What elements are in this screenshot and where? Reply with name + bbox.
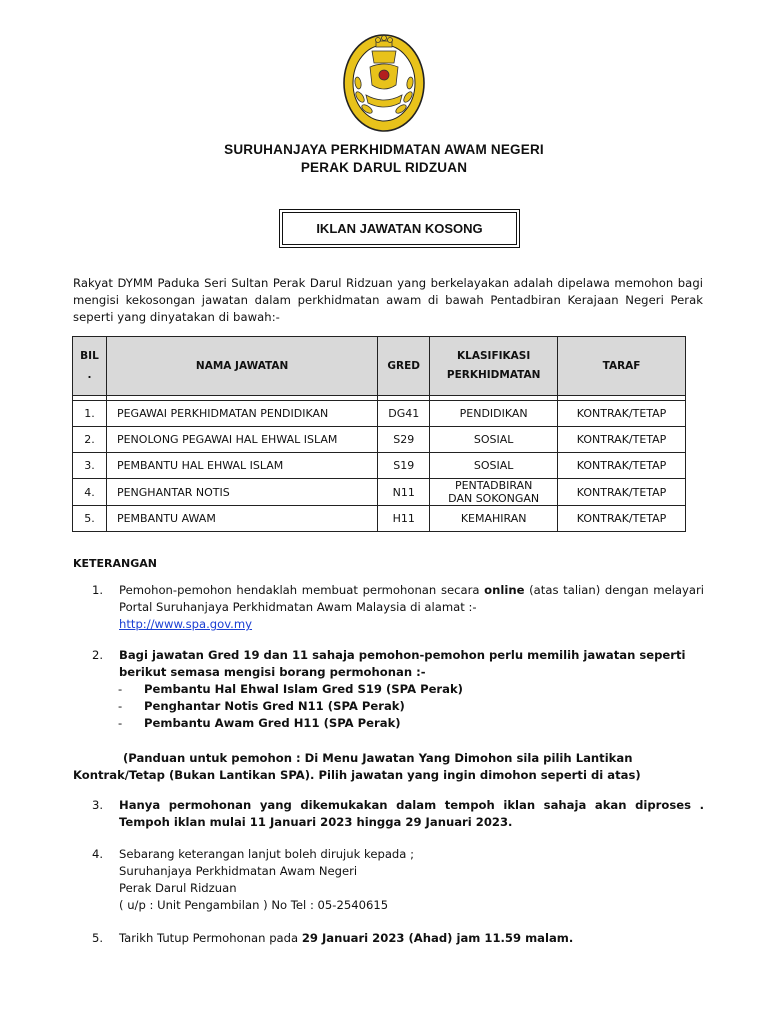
spa-portal-link[interactable]: http://www.spa.gov.my [119, 617, 253, 631]
cell-taraf: KONTRAK/TETAP [558, 401, 686, 427]
note-3-number: 3. [92, 798, 104, 812]
table-header-row [73, 337, 686, 396]
cell-bil: 4. [73, 479, 107, 506]
applicant-guide: (Panduan untuk pemohon : Di Menu Jawatan Yang Dimohon sila pilih Lantikan Kontrak/Tetap (Bukan Lantikan SPA). Pilih jawatan yang ingin dimohon seperti di atas) [73, 751, 641, 782]
contact-unit-phone: ( u/p : Unit Pengambilan ) No Tel : 05-2540615 [119, 898, 389, 912]
header-klasifikasi: KLASIFIKASI PERKHIDMATAN [430, 337, 558, 396]
cell-nama: PEMBANTU HAL EHWAL ISLAM [106, 453, 377, 479]
cell-bil: 2. [73, 427, 107, 453]
header-taraf: TARAF [558, 337, 686, 396]
cell-nama: PEMBANTU AWAM [106, 506, 377, 532]
note-2-list [118, 681, 678, 732]
note-2-number: 2. [92, 648, 104, 662]
cell-nama: PENGHANTAR NOTIS [106, 479, 377, 506]
header-gred: GRED [378, 337, 430, 396]
note-1-number: 1. [92, 583, 104, 597]
table-row [73, 453, 686, 479]
table-row [73, 479, 686, 506]
note-3: Hanya permohonan yang dikemukakan dalam tempoh iklan sahaja akan diproses . Tempoh iklan mulai 11 Januari 2023 hingga 29 Januari 2023. [119, 798, 704, 829]
contact-organization: Suruhanjaya Perkhidmatan Awam Negeri [119, 864, 358, 878]
perak-state-emblem [342, 33, 426, 137]
cell-gred: S29 [378, 427, 430, 453]
cell-taraf: KONTRAK/TETAP [558, 427, 686, 453]
cell-taraf: KONTRAK/TETAP [558, 479, 686, 506]
note-5-number: 5. [92, 931, 104, 945]
cell-bil: 3. [73, 453, 107, 479]
note-2-text: Bagi jawatan Gred 19 dan 11 sahaja pemohon-pemohon perlu memilih jawatan seperti berikut semasa mengisi borang permohonan :- [119, 648, 686, 679]
cell-klasifikasi: PENTADBIRAN DAN SOKONGAN [430, 479, 558, 506]
list-item: - Pembantu Awam Gred H11 (SPA Perak) [118, 715, 678, 732]
note-1: Pemohon-pemohon hendaklah membuat permohonan secara online (atas talian) dengan melayari Portal Suruhanjaya Perkhidmatan Awam Malaysia di alamat :- http://www.spa.gov.my [119, 583, 704, 631]
note-5: Tarikh Tutup Permohonan pada 29 Januari 2023 (Ahad) jam 11.59 malam. [119, 931, 574, 945]
cell-klasifikasi: PENDIDIKAN [430, 401, 558, 427]
vacancy-table [72, 336, 686, 532]
list-item: - Penghantar Notis Gred N11 (SPA Perak) [118, 698, 678, 715]
closing-date: 29 Januari 2023 (Ahad) jam 11.59 malam. [301, 931, 574, 945]
table-row [73, 506, 686, 532]
cell-gred: H11 [378, 506, 430, 532]
cell-gred: S19 [378, 453, 430, 479]
list-item: - Pembantu Hal Ehwal Islam Gred S19 (SPA Perak) [118, 681, 678, 698]
advert-title-box [279, 209, 520, 248]
header-nama-jawatan: NAMA JAWATAN [106, 337, 377, 396]
cell-bil: 1. [73, 401, 107, 427]
notes-heading: KETERANGAN [73, 557, 157, 570]
cell-taraf: KONTRAK/TETAP [558, 506, 686, 532]
header-bil: BIL . [73, 337, 107, 396]
table-row [73, 401, 686, 427]
intro-paragraph: Rakyat DYMM Paduka Seri Sultan Perak Darul Ridzuan yang berkelayakan adalah dipelawa memohon bagi mengisi kekosongan jawatan dalam perkhidmatan awam di bawah Pentadbiran Kerajaan Negeri Perak seperti yang dinyatakan di bawah:- [73, 276, 703, 324]
contact-state: Perak Darul Ridzuan [119, 881, 237, 895]
cell-klasifikasi: SOSIAL [430, 427, 558, 453]
advert-title: IKLAN JAWATAN KOSONG [282, 212, 517, 245]
organization-state: PERAK DARUL RIDZUAN [300, 160, 468, 175]
cell-gred: DG41 [378, 401, 430, 427]
organization-name: SURUHANJAYA PERKHIDMATAN AWAM NEGERI [224, 142, 544, 157]
note-4-number: 4. [92, 847, 104, 861]
cell-taraf: KONTRAK/TETAP [558, 453, 686, 479]
note-4-line1: Sebarang keterangan lanjut boleh dirujuk kepada ; [119, 847, 414, 861]
note-4 [119, 846, 704, 914]
cell-nama: PEGAWAI PERKHIDMATAN PENDIDIKAN [106, 401, 377, 427]
cell-gred: N11 [378, 479, 430, 506]
table-row [73, 427, 686, 453]
cell-klasifikasi: SOSIAL [430, 453, 558, 479]
cell-nama: PENOLONG PEGAWAI HAL EHWAL ISLAM [106, 427, 377, 453]
cell-bil: 5. [73, 506, 107, 532]
cell-klasifikasi: KEMAHIRAN [430, 506, 558, 532]
note-2 [119, 647, 704, 681]
